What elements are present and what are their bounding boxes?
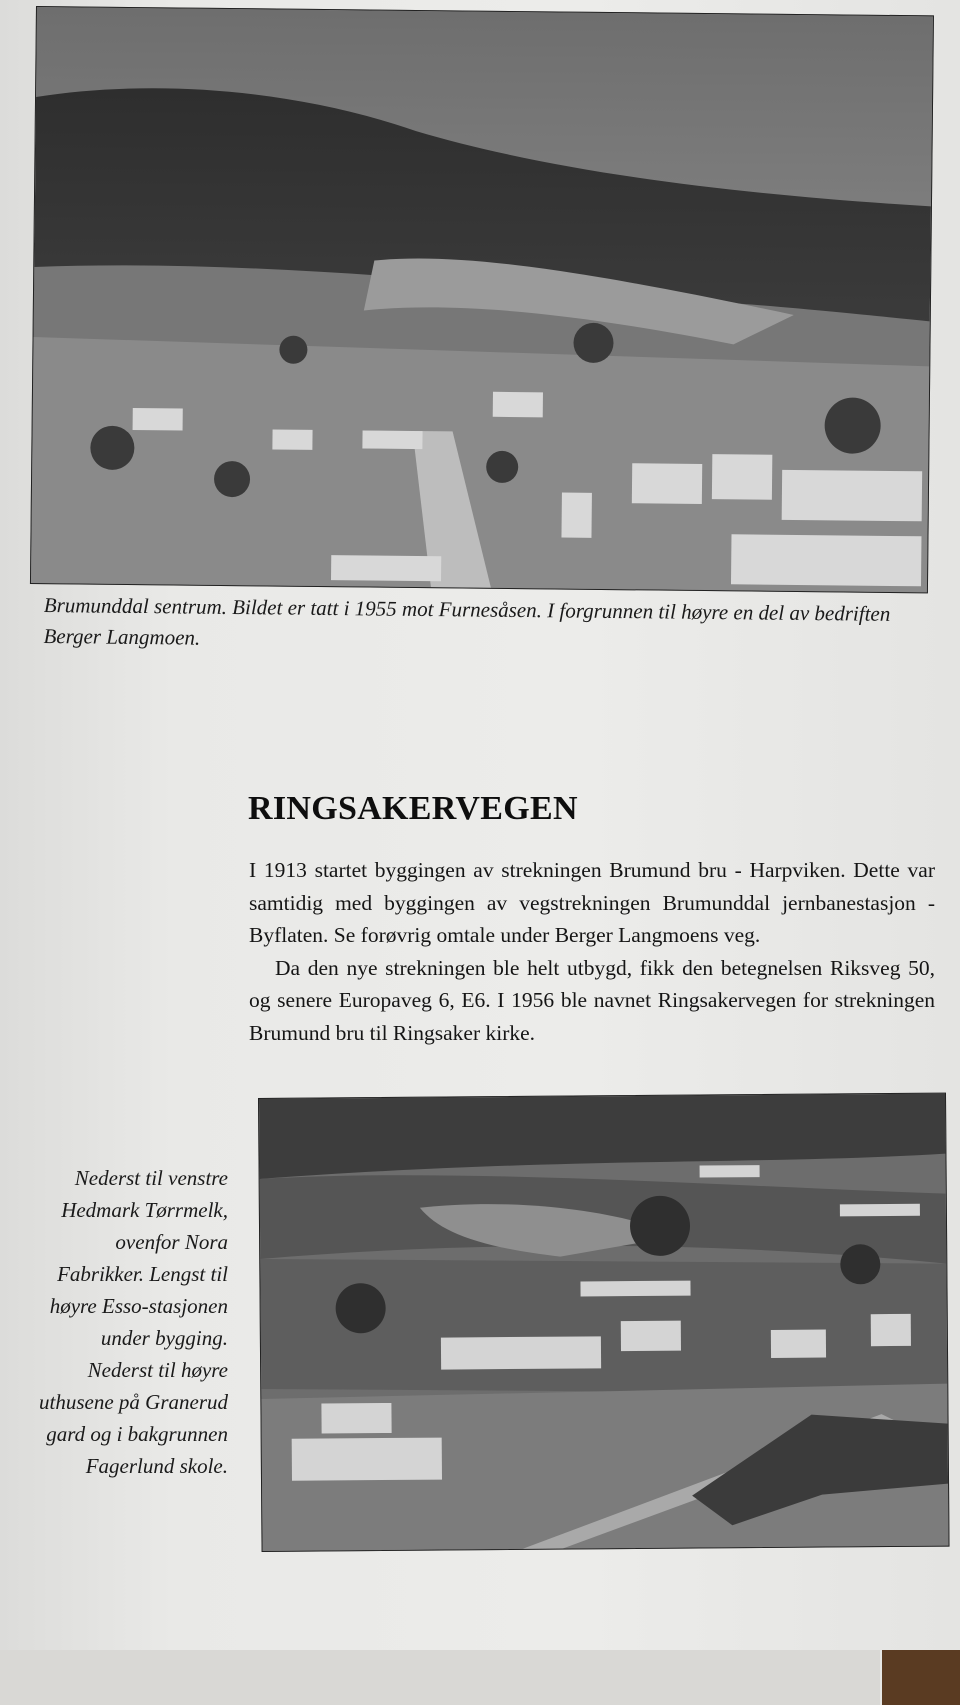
aerial-photo-factories bbox=[258, 1093, 950, 1552]
article-paragraph-1: I 1913 startet byggingen av strekningen Brumund bru - Harpviken. Dette var samtidig med byggingen av vegstrekningen Brumunddal jernbanestasjon - Byflaten. Se forøvrig omtale under Berger Langmoens veg. bbox=[249, 858, 935, 947]
article-body bbox=[249, 854, 935, 1049]
page-edge bbox=[0, 1650, 880, 1705]
top-photo-caption: Brumunddal sentrum. Bildet er tatt i 1955 mot Furnesåsen. I forgrunnen til høyre en del av bedriften Berger Langmoen. bbox=[43, 592, 891, 650]
aerial-photo-brumunddal bbox=[30, 6, 934, 593]
table-surface bbox=[882, 1650, 960, 1705]
article-heading: RINGSAKERVEGEN bbox=[248, 790, 578, 827]
article-paragraph-2: Da den nye strekningen ble helt utbygd, fikk den betegnelsen Riksveg 50, og senere Europaveg 6, E6. I 1956 ble navnet Ringsakervegen for strekningen Brumund bru til Ringsaker kirke. bbox=[249, 955, 935, 1045]
bottom-photo-caption: Nederst til venstre Hedmark Tørrmelk, ovenfor Nora Fabrikker. Lengst til høyre Esso-stasjonen under bygging. Nederst til høyre uthusene på Granerud gard og i bakgrunnen Fagerlund skole. bbox=[39, 1166, 228, 1478]
